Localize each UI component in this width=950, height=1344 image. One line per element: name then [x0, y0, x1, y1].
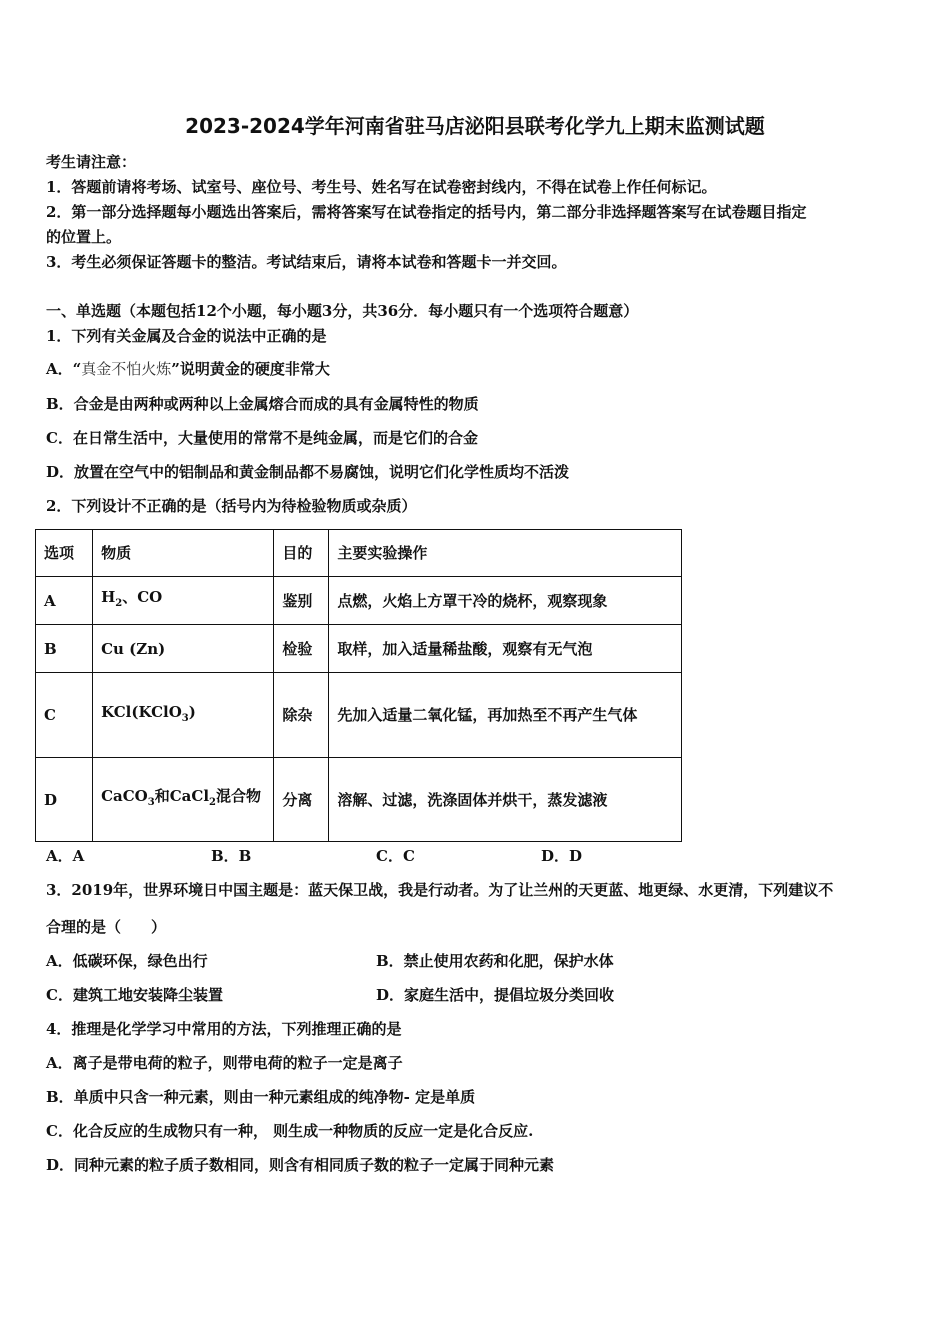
- q2-option-a: A．A: [46, 847, 85, 865]
- row-aim: 除杂: [274, 673, 329, 758]
- q3-option-d: D．家庭生活中，提倡垃圾分类回收: [376, 986, 615, 1004]
- header-operation: 主要实验操作: [329, 530, 682, 577]
- q3-option-a: A．低碳环保，绿色出行: [46, 952, 208, 970]
- q2-table: [35, 529, 682, 842]
- row-aim: 分离: [274, 758, 329, 842]
- row-aim: 鉴别: [274, 577, 329, 625]
- notice-heading: 考生请注意：: [46, 153, 137, 171]
- row-substance: [93, 673, 274, 758]
- table-header-row: [36, 530, 682, 577]
- row-substance: [93, 577, 274, 625]
- q2-option-d: D．D: [541, 847, 583, 865]
- substance-part: 混合物: [215, 787, 261, 805]
- q1-option-b: B．合金是由两种或两种以上金属熔合而成的具有金属特性的物质: [46, 395, 479, 413]
- substance-part: 和CaCl: [154, 787, 210, 805]
- q1-a-suffix: ”说明黄金的硬度非常大: [171, 360, 330, 378]
- notice-item-2-cont: 的位置上。: [46, 228, 122, 246]
- notice-item-3: 3．考生必须保证答题卡的整洁。考试结束后，请将本试卷和答题卡一并交回。: [46, 253, 567, 271]
- q2-option-b: B．B: [211, 847, 252, 865]
- substance-part: 、CO: [122, 588, 163, 606]
- q1-a-prefix: A．“: [46, 360, 82, 378]
- header-option: 选项: [36, 530, 93, 577]
- q4-option-b: B．单质中只含一种元素，则由一种元素组成的纯净物- 定是单质: [46, 1088, 476, 1106]
- substance-part: H: [101, 588, 116, 606]
- section-heading: 一、单选题（本题包括12个小题，每小题3分，共36分．每小题只有一个选项符合题意）: [46, 302, 639, 320]
- q4-option-a: A．离子是带电荷的粒子，则带电荷的粒子一定是离子: [46, 1054, 403, 1072]
- substance-part: KCl(KClO: [101, 702, 182, 721]
- row-option: D: [36, 758, 93, 842]
- row-operation: 取样，加入适量稀盐酸，观察有无气泡: [329, 625, 682, 673]
- table-row: [36, 673, 682, 758]
- q3-option-b: B．禁止使用农药和化肥，保护水体: [376, 952, 614, 970]
- row-option: A: [36, 577, 93, 625]
- row-substance: Cu (Zn): [93, 625, 274, 673]
- substance-part: ): [188, 702, 196, 721]
- table-row: [36, 625, 682, 673]
- row-operation: 先加入适量二氧化锰，再加热至不再产生气体: [329, 673, 682, 758]
- q4-stem: 4．推理是化学学习中常用的方法，下列推理正确的是: [46, 1020, 402, 1038]
- q1-option-d: D．放置在空气中的铝制品和黄金制品都不易腐蚀，说明它们化学性质均不活泼: [46, 463, 570, 481]
- header-aim: 目的: [274, 530, 329, 577]
- table-row: [36, 577, 682, 625]
- q2-option-c: C．C: [376, 847, 415, 865]
- q4-option-d: D．同种元素的粒子质子数相同，则含有相同质子数的粒子一定属于同种元素: [46, 1156, 555, 1174]
- row-option: C: [36, 673, 93, 758]
- notice-item-1: 1．答题前请将考场、试室号、座位号、考生号、姓名写在试卷密封线内，不得在试卷上作任何标记。: [46, 178, 717, 196]
- substance-part: CaCO: [101, 787, 148, 805]
- substance-subscript: 3: [147, 797, 155, 808]
- q1-stem: 1．下列有关金属及合金的说法中正确的是: [46, 327, 327, 345]
- q1-a-quote: 真金不怕火炼: [81, 360, 172, 378]
- row-option: B: [36, 625, 93, 673]
- q1-option-c: C．在日常生活中，大量使用的常常不是纯金属，而是它们的合金: [46, 429, 478, 447]
- q1-option-a: [46, 360, 330, 378]
- header-substance: 物质: [93, 530, 274, 577]
- substance-subscript: 3: [181, 712, 189, 724]
- page-title: 2023-2024学年河南省驻马店泌阳县联考化学九上期末监测试题: [185, 114, 765, 138]
- q3-stem-cont: 合理的是（ ）: [46, 918, 167, 936]
- row-operation: 溶解、过滤，洗涤固体并烘干，蒸发滤液: [329, 758, 682, 842]
- q2-stem: 2．下列设计不正确的是（括号内为待检验物质或杂质）: [46, 497, 417, 515]
- table-row: [36, 758, 682, 842]
- q3-option-c: C．建筑工地安装降尘装置: [46, 986, 223, 1004]
- row-substance: [93, 758, 274, 842]
- substance-subscript: 2: [115, 598, 123, 609]
- substance-subscript: 2: [209, 797, 216, 808]
- q3-stem: 3．2019年，世界环境日中国主题是：蓝天保卫战，我是行动者。为了让兰州的天更蓝、地更绿、水更清，下列建议不: [46, 881, 834, 899]
- row-aim: 检验: [274, 625, 329, 673]
- notice-item-2: 2．第一部分选择题每小题选出答案后，需将答案写在试卷指定的括号内，第二部分非选择题答案写在试卷题目指定: [46, 203, 807, 221]
- q4-option-c: C．化合反应的生成物只有一种， 则生成一种物质的反应一定是化合反应.: [46, 1122, 534, 1140]
- row-operation: 点燃，火焰上方罩干冷的烧杯，观察现象: [329, 577, 682, 625]
